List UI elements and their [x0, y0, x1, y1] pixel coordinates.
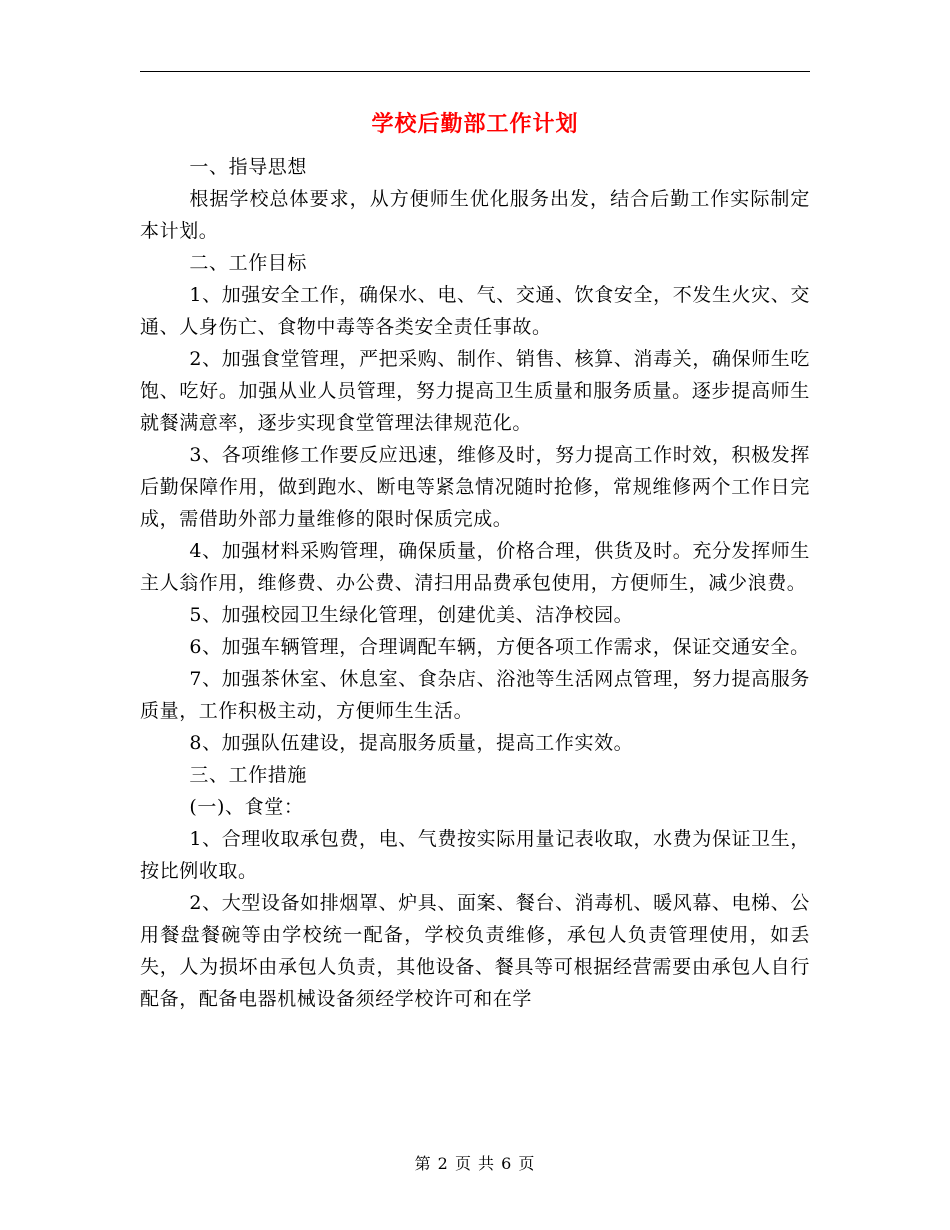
measure-item-1: 1、合理收取承包费，电、气费按实际用量记表收取，水费为保证卫生，按比例收取。 — [140, 828, 810, 882]
page-footer: 第 2 页 共 6 页 — [414, 1154, 536, 1173]
goal-item-7: 7、加强茶休室、休息室、食杂店、浴池等生活网点管理，努力提高服务质量，工作积极主动，方便师生生活。 — [140, 668, 810, 722]
section-heading-work-measures: 三、工作措施 — [189, 764, 307, 786]
header-rule — [140, 71, 810, 72]
goal-item-8: 8、加强队伍建设，提高服务质量，提高工作实效。 — [189, 732, 634, 754]
goal-item-4: 4、加强材料采购管理，确保质量，价格合理，供货及时。充分发挥师生主人翁作用，维修费、办公费、清扫用品费承包使用，方便师生，减少浪费。 — [140, 540, 810, 594]
paragraph-guiding-ideology: 根据学校总体要求，从方便师生优化服务出发，结合后勤工作实际制定本计划。 — [140, 188, 810, 242]
goal-item-2: 2、加强食堂管理，严把采购、制作、销售、核算、消毒关，确保师生吃饱、吃好。加强从业人员管理，努力提高卫生质量和服务质量。逐步提高师生就餐满意率，逐步实现食堂管理法律规范化。 — [140, 348, 810, 434]
document-title: 学校后勤部工作计划 — [371, 111, 579, 137]
goal-item-1: 1、加强安全工作，确保水、电、气、交通、饮食安全，不发生火灾、交通、人身伤亡、食物中毒等各类安全责任事故。 — [140, 284, 810, 338]
section-heading-work-goals: 二、工作目标 — [189, 252, 307, 274]
document-body — [140, 151, 810, 1015]
goal-item-3: 3、各项维修工作要反应迅速，维修及时，努力提高工作时效，积极发挥后勤保障作用，做到跑水、断电等紧急情况随时抢修，常规维修两个工作日完成，需借助外部力量维修的限时保质完成。 — [140, 444, 810, 530]
measure-item-2: 2、大型设备如排烟罩、炉具、面案、餐台、消毒机、暖风幕、电梯、公用餐盘餐碗等由学校统一配备，学校负责维修，承包人负责管理使用，如丢失，人为损坏由承包人负责，其他设备、餐具等可根据经营需要由承包人自行配备，配备电器机械设备须经学校许可和在学 — [140, 892, 810, 1010]
subsection-heading-canteen: (一)、食堂： — [189, 796, 304, 818]
goal-item-5: 5、加强校园卫生绿化管理，创建优美、洁净校园。 — [189, 604, 634, 626]
section-heading-guiding-ideology: 一、指导思想 — [189, 156, 307, 178]
goal-item-6: 6、加强车辆管理，合理调配车辆，方便各项工作需求，保证交通安全。 — [189, 636, 810, 658]
